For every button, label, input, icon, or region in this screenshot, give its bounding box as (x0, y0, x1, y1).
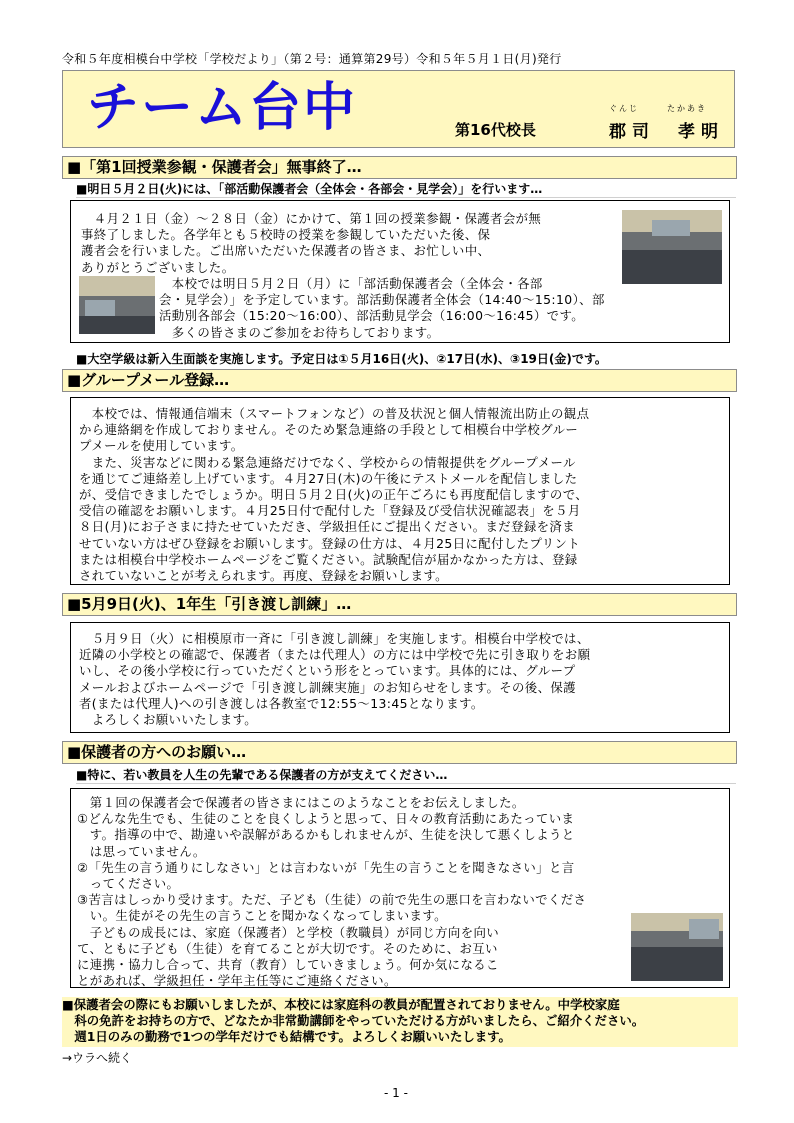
continue-note: →ウラへ続く (62, 1051, 133, 1065)
body-line: ありがとうございました。 (81, 259, 235, 275)
section-body (70, 788, 730, 988)
body-line: とがあれば、学級担任・学年主任等にご連絡ください。 (77, 973, 397, 989)
body-line: に連携・協力し合って、共育（教育）していきましょう。何か気になるこ (77, 957, 499, 973)
issue-line: 令和５年度相模台中学校「学校だより」（第２号：通算第29号）令和５年５月１日(月)発行 (62, 52, 562, 66)
request-note (62, 997, 738, 1047)
body-line: ５月９日（火）に相模原市一斉に「引き渡し訓練」を実施します。相模台中学校では、 (79, 631, 590, 646)
body-line: は思っていません。 (77, 843, 206, 859)
section-heading: ■5月9日(火)、1年生「引き渡し訓練」… (62, 593, 737, 616)
body-line: メールおよびホームページで「引き渡し訓練実施」のお知らせをします。その後、保護 (79, 679, 576, 695)
body-line: 第１回の保護者会で保護者の皆さまにはこのようなことをお伝えしました。 (77, 795, 525, 810)
section-heading: ■保護者の方へのお願い… (62, 741, 737, 764)
body-line: 本校では、情報通信端末（スマートフォンなど）の普及状況と個人情報流出防止の観点 (79, 406, 590, 421)
masthead (62, 70, 735, 148)
body-line: を通じてご連絡差し上げています。４月27日(木)の午後にテストメールを配信しました (79, 470, 578, 486)
newsletter-title: チーム台中 (87, 78, 358, 138)
body-line: て、ともに子ども（生徒）を育てることが大切です。そのために、お互い (77, 940, 498, 956)
body-line: 子どもの成長には、家庭（保護者）と学校（教職員）が同じ方向を向い (77, 924, 500, 940)
body-line: ８日(月)にお子さまに持たせていただき、学級担任にご提出ください。まだ登録を済ま (79, 519, 576, 535)
body-line: プメールを使用しています。 (79, 438, 244, 454)
body-line: い。生徒がその先生の言うことを聞かなくなってしまいます。 (77, 908, 447, 924)
gym-meeting-photo (622, 210, 722, 284)
body-line: が、受信できましたでしょうか。明日５月２日(火)の正午ごろにも再度配信しますので、 (79, 487, 589, 503)
ruby-given: たかあき (667, 104, 707, 113)
body-line: せていない方はぜひ登録をお願いします。登録の仕方は、４月25日に配付したプリント (79, 535, 581, 551)
principal-generation: 第16代校長 (455, 121, 536, 139)
body-line: 者(または代理人)への引き渡しは各教室で12:55～13:45となります。 (79, 695, 484, 711)
principal-name: 郡司 孝明 (609, 122, 724, 142)
body-line: よろしくお願いいたします。 (79, 712, 258, 728)
section-subheading: ■特に、若い教員を人生の先輩である保護者の方が支えてください… (76, 766, 736, 784)
body-line: また、災害などに関わる緊急連絡だけでなく、学校からの情報提供をグループメール (79, 454, 576, 470)
body-line: ４月２１日（金）～２８日（金）にかけて、第１回の授業参観・保護者会が無 (81, 211, 542, 226)
body-line: す。指導の中で、勘違いや誤解があるかもしれませんが、生徒を決して悪くしようと (77, 827, 575, 843)
body-line: 多くの皆さまのご参加をお待ちしております。 (159, 324, 440, 340)
body-line: 護者会を行いました。ご出席いただいた保護者の皆さま、お忙しい中、 (81, 243, 491, 259)
note-line: 科の免許をお持ちの方で、どなたか非常勤講師をやっていただける方がいましたら、ご紹介ください。 (62, 1013, 645, 1028)
body-line: から連絡網を作成しておりません。そのため緊急連絡の手段として相模台中学校グルー (79, 422, 579, 438)
note-line: ■保護者会の際にもお願いしましたが、本校には家庭科の教員が配置されておりません。中学校家庭 (62, 997, 620, 1012)
section-body (70, 622, 730, 733)
body-line: 近隣の小学校との確認で、保護者（または代理人）の方には中学校で先に引き取りをお願 (79, 647, 591, 663)
section-subheading: ■明日５月２日(火)には、「部活動保護者会（全体会・各部会・見学会）」を行います… (76, 180, 736, 198)
body-line: または相模台中学校ホームページをご覧ください。試験配信が届かなかった方は、登録 (79, 551, 578, 567)
body-line: 会・見学会）」を予定しています。部活動保護者全体会（14:40～15:10）、部 (159, 292, 605, 308)
section-body (70, 397, 730, 585)
notice-line: ■大空学級は新入生面談を実施します。予定日は①５月16日(火)、②17日(水)、③19日(金)です。 (76, 352, 607, 366)
body-line: 本校では明日５月２日（月）に「部活動保護者会（全体会・各部 (159, 276, 543, 291)
body-line: ③苦言はしっかり受けます。ただ、子ども（生徒）の前で先生の悪口を言わないでくださ (77, 892, 587, 908)
ruby-surname: ぐんじ (609, 104, 639, 113)
body-line: ①どんな先生でも、生徒のことを良くしようと思って、日々の教育活動にあたっていま (77, 811, 575, 827)
section-body (70, 200, 730, 343)
body-line: いし、その後小学校に行っていただくという形をとっています。具体的には、グループ (79, 663, 576, 679)
body-line: 事終了しました。各学年とも５校時の授業を参観していただいた後、保 (81, 227, 491, 243)
page-number: - 1 - (384, 1086, 408, 1100)
body-line: ってください。 (77, 876, 180, 892)
body-line: されていないことが考えられます。再度、登録をお願いします。 (79, 568, 448, 584)
body-line: 活動別各部会（15:20～16:00）、部活動見学会（16:00～16:45）です。 (159, 308, 585, 324)
note-line: 週1日のみの勤務で1つの学年だけでも結構です。よろしくお願いいたします。 (62, 1029, 511, 1044)
section-heading: ■グループメール登録… (62, 369, 737, 392)
meeting-room-photo (631, 913, 723, 981)
section-heading: ■「第1回授業参観・保護者会」無事終了… (62, 156, 737, 179)
classroom-photo (79, 276, 155, 334)
body-line: 受信の確認をお願いします。４月25日付で配付した「登録及び受信状況確認表」を５月 (79, 503, 581, 519)
body-line: ②「先生の言う通りにしなさい」とは言わないが「先生の言うことを聞きなさい」と言 (77, 859, 575, 875)
